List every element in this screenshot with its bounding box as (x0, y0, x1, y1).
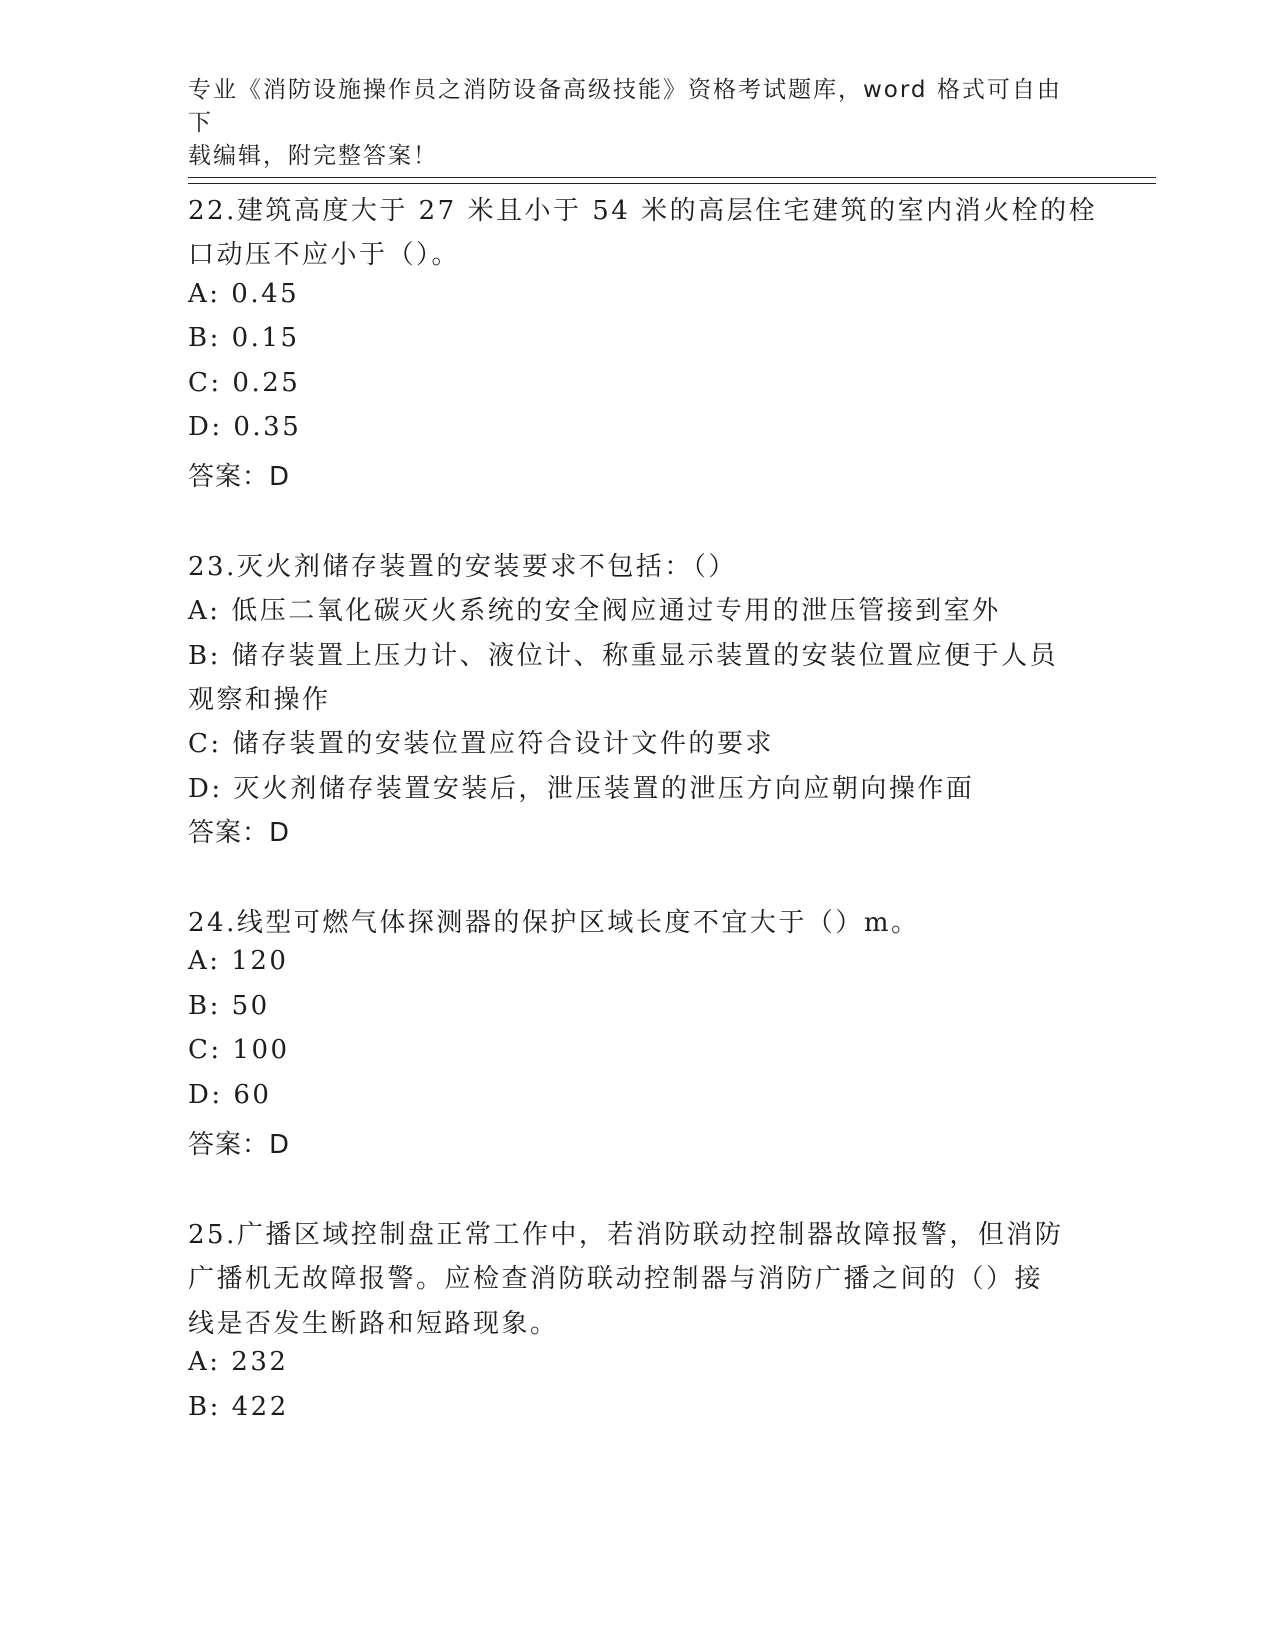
question-25-stem-line-2: 广播机无故障报警。应检查消防联动控制器与消防广播之间的（）接 (188, 1264, 1044, 1294)
question-24-stem-line-1: 24.线型可燃气体探测器的保护区域长度不宜大于（）m。 (188, 908, 920, 938)
header-line-1: 专业《消防设施操作员之消防设备高级技能》资格考试题库，word 格式可自由下 (188, 77, 1062, 136)
question-23-option-b: B: 储存装置上压力计、液位计、称重显示装置的安装位置应便于人员 (188, 641, 1059, 671)
question-24-option-d: D: 60 (188, 1080, 272, 1110)
question-22-answer: 答案：D (188, 462, 291, 492)
question-22-option-d: D: 0.35 (188, 412, 302, 442)
question-24-option-b: B: 50 (188, 991, 270, 1021)
question-25-stem-line-1: 25.广播区域控制盘正常工作中，若消防联动控制器故障报警，但消防 (188, 1220, 1064, 1250)
document-header (188, 74, 1068, 173)
header-line-2: 载编辑，附完整答案！ (188, 143, 438, 169)
question-22-option-c: C: 0.25 (188, 368, 301, 398)
question-22-option-b: B: 0.15 (188, 323, 300, 353)
question-22-stem-line-1: 22.建筑高度大于 27 米且小于 54 米的高层住宅建筑的室内消火栓的栓 (188, 196, 1098, 226)
question-25-stem-line-3: 线是否发生断路和短路现象。 (188, 1309, 559, 1339)
question-24-option-a: A: 120 (188, 946, 289, 976)
header-divider-bottom (188, 183, 1156, 184)
question-23-option-b-cont: 观察和操作 (188, 685, 331, 715)
question-24-answer: 答案：D (188, 1130, 291, 1160)
question-22-option-a: A: 0.45 (188, 279, 300, 309)
question-23-stem-line-1: 23.灭火剂储存装置的安装要求不包括：（） (188, 552, 737, 582)
question-25-option-b: B: 422 (188, 1392, 289, 1422)
question-22-stem-line-2: 口动压不应小于（）。 (188, 240, 461, 270)
header-divider-top (188, 177, 1156, 178)
question-23-option-c: C: 储存装置的安装位置应符合设计文件的要求 (188, 729, 774, 759)
question-23-answer: 答案：D (188, 818, 291, 848)
question-24-option-c: C: 100 (188, 1035, 290, 1065)
question-25-option-a: A: 232 (188, 1347, 289, 1377)
question-23-option-a: A: 低压二氧化碳灭火系统的安全阀应通过专用的泄压管接到室外 (188, 596, 1001, 626)
question-23-option-d: D: 灭火剂储存装置安装后，泄压装置的泄压方向应朝向操作面 (188, 774, 975, 804)
